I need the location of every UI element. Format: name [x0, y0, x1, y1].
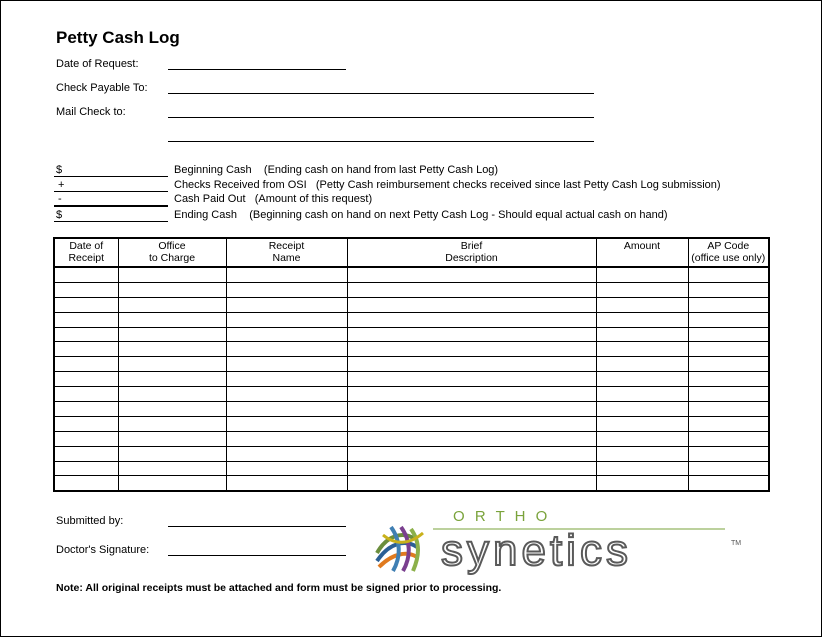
table-cell[interactable]	[688, 446, 769, 461]
table-cell[interactable]	[596, 446, 688, 461]
table-cell[interactable]	[688, 387, 769, 402]
beginning-cash-label: Beginning Cash	[174, 164, 252, 176]
table-cell[interactable]	[347, 372, 596, 387]
ending-cash-row	[174, 209, 668, 221]
table-cell[interactable]	[118, 431, 226, 446]
table-cell[interactable]	[226, 312, 347, 327]
table-header-row	[54, 238, 769, 267]
table-cell[interactable]	[596, 461, 688, 476]
checks-received-note: (Petty Cash reimbursement checks received since last Petty Cash Log submission)	[315, 179, 721, 191]
table-cell[interactable]	[347, 446, 596, 461]
table-cell[interactable]	[54, 431, 118, 446]
table-cell[interactable]	[347, 476, 596, 491]
footer-note: Note: All original receipts must be attached and form must be signed prior to processing.	[56, 582, 502, 594]
table-cell[interactable]	[54, 446, 118, 461]
date-of-request-label: Date of Request:	[56, 58, 139, 70]
column-header-office-to-charge: Office to Charge	[118, 238, 226, 267]
table-cell[interactable]	[54, 297, 118, 312]
check-payable-to-field[interactable]	[168, 93, 594, 94]
table-cell[interactable]	[347, 387, 596, 402]
table-row	[54, 446, 769, 461]
table-cell[interactable]	[54, 282, 118, 297]
mail-check-to-field-line2[interactable]	[168, 141, 594, 142]
table-cell[interactable]	[347, 402, 596, 417]
table-row	[54, 327, 769, 342]
table-cell[interactable]	[54, 402, 118, 417]
table-cell[interactable]	[596, 372, 688, 387]
checks-received-field[interactable]	[54, 191, 168, 192]
doctors-signature-label: Doctor's Signature:	[56, 544, 150, 556]
table-cell[interactable]	[347, 461, 596, 476]
table-cell[interactable]	[54, 416, 118, 431]
table-cell[interactable]	[54, 267, 118, 282]
column-header-ap-code: AP Code (office use only)	[688, 238, 769, 267]
table-cell[interactable]	[118, 387, 226, 402]
submitted-by-label: Submitted by:	[56, 515, 124, 527]
table-cell[interactable]	[688, 297, 769, 312]
table-cell[interactable]	[688, 267, 769, 282]
mail-check-to-field-line1[interactable]	[168, 117, 594, 118]
table-cell[interactable]	[596, 297, 688, 312]
table-cell[interactable]	[596, 387, 688, 402]
table-cell[interactable]	[347, 431, 596, 446]
column-header-date-of-receipt: Date of Receipt	[54, 238, 118, 267]
table-cell[interactable]	[118, 461, 226, 476]
table-cell[interactable]	[118, 476, 226, 491]
table-cell[interactable]	[118, 342, 226, 357]
column-header-amount: Amount	[596, 238, 688, 267]
table-cell[interactable]	[347, 416, 596, 431]
table-cell[interactable]	[596, 267, 688, 282]
table-cell[interactable]	[118, 282, 226, 297]
table-cell[interactable]	[226, 297, 347, 312]
ending-cash-field[interactable]	[54, 221, 168, 222]
table-cell[interactable]	[596, 327, 688, 342]
cash-symbol: -	[58, 193, 62, 205]
table-cell[interactable]	[688, 461, 769, 476]
table-cell[interactable]	[226, 476, 347, 491]
table-row	[54, 357, 769, 372]
table-row	[54, 267, 769, 282]
table-cell[interactable]	[688, 312, 769, 327]
table-cell[interactable]	[226, 327, 347, 342]
table-cell[interactable]	[226, 416, 347, 431]
table-cell[interactable]	[347, 312, 596, 327]
table-cell[interactable]	[347, 282, 596, 297]
table-cell[interactable]	[347, 297, 596, 312]
table-cell[interactable]	[688, 327, 769, 342]
logo-top-word: O R T H O	[453, 508, 551, 525]
table-cell[interactable]	[226, 461, 347, 476]
table-cell[interactable]	[347, 327, 596, 342]
table-cell[interactable]	[118, 446, 226, 461]
petty-cash-log-table	[53, 237, 770, 492]
column-header-brief-description: Brief Description	[347, 238, 596, 267]
table-cell[interactable]	[688, 431, 769, 446]
table-row	[54, 461, 769, 476]
cash-symbol: $	[56, 164, 63, 176]
table-row	[54, 372, 769, 387]
table-cell[interactable]	[226, 357, 347, 372]
table-row	[54, 342, 769, 357]
beginning-cash-note: (Ending cash on hand from last Petty Cash Log)	[263, 164, 499, 176]
column-header-receipt-name: Receipt Name	[226, 238, 347, 267]
table-cell[interactable]	[226, 342, 347, 357]
cash-symbol: +	[58, 179, 65, 191]
table-cell[interactable]	[118, 372, 226, 387]
table-cell[interactable]	[596, 357, 688, 372]
table-cell[interactable]	[596, 416, 688, 431]
cash-paid-out-row	[174, 193, 372, 205]
table-cell[interactable]	[596, 342, 688, 357]
table-cell[interactable]	[118, 297, 226, 312]
table-cell[interactable]	[118, 357, 226, 372]
table-cell[interactable]	[54, 387, 118, 402]
table-cell[interactable]	[118, 416, 226, 431]
ending-cash-label: Ending Cash	[174, 209, 237, 221]
table-cell[interactable]	[347, 267, 596, 282]
table-cell[interactable]	[688, 342, 769, 357]
table-cell[interactable]	[54, 342, 118, 357]
table-cell[interactable]	[54, 312, 118, 327]
table-cell[interactable]	[226, 431, 347, 446]
table-row	[54, 431, 769, 446]
table-cell[interactable]	[596, 312, 688, 327]
table-cell[interactable]	[118, 312, 226, 327]
table-cell[interactable]	[596, 476, 688, 491]
table-row	[54, 312, 769, 327]
table-cell[interactable]	[226, 282, 347, 297]
ending-cash-note: (Beginning cash on hand on next Petty Cash Log - Should equal actual cash on hand)	[249, 209, 668, 221]
table-cell[interactable]	[54, 327, 118, 342]
table-row	[54, 416, 769, 431]
table-row	[54, 387, 769, 402]
logo-main-word: synetics	[441, 526, 632, 575]
table-cell[interactable]	[688, 282, 769, 297]
mail-check-to-label: Mail Check to:	[56, 106, 126, 118]
checks-received-row	[174, 179, 721, 191]
table-cell[interactable]	[688, 402, 769, 417]
table-row	[54, 282, 769, 297]
table-cell[interactable]	[54, 357, 118, 372]
cash-paid-out-label: Cash Paid Out	[174, 193, 246, 205]
doctors-signature-field[interactable]	[168, 555, 346, 556]
check-payable-to-label: Check Payable To:	[56, 82, 148, 94]
cash-symbol: $	[56, 209, 63, 221]
table-cell[interactable]	[118, 402, 226, 417]
table-cell[interactable]	[226, 267, 347, 282]
beginning-cash-row	[174, 164, 498, 176]
table-cell[interactable]	[688, 372, 769, 387]
page-title: Petty Cash Log	[56, 28, 180, 47]
checks-received-label: Checks Received from OSI	[174, 179, 307, 191]
beginning-cash-field[interactable]	[54, 176, 168, 177]
cash-paid-out-field[interactable]	[54, 205, 168, 207]
table-cell[interactable]	[54, 461, 118, 476]
table-row	[54, 476, 769, 491]
date-of-request-field[interactable]	[168, 69, 346, 70]
table-cell[interactable]	[226, 446, 347, 461]
logo-emblem-icon	[377, 527, 423, 571]
table-cell[interactable]	[118, 267, 226, 282]
logo-trademark: TM	[731, 540, 742, 547]
ortho-synetics-logo	[375, 505, 745, 575]
table-cell[interactable]	[226, 387, 347, 402]
table-cell[interactable]	[347, 342, 596, 357]
table-cell[interactable]	[226, 402, 347, 417]
table-row	[54, 297, 769, 312]
submitted-by-field[interactable]	[168, 526, 346, 527]
table-cell[interactable]	[596, 431, 688, 446]
table-cell[interactable]	[596, 402, 688, 417]
table-row	[54, 402, 769, 417]
table-cell[interactable]	[54, 372, 118, 387]
table-cell[interactable]	[54, 476, 118, 491]
table-cell[interactable]	[596, 282, 688, 297]
table-cell[interactable]	[688, 357, 769, 372]
cash-paid-out-note: (Amount of this request)	[254, 193, 373, 205]
table-cell[interactable]	[688, 476, 769, 491]
table-cell[interactable]	[226, 372, 347, 387]
table-cell[interactable]	[688, 416, 769, 431]
table-cell[interactable]	[118, 327, 226, 342]
table-cell[interactable]	[347, 357, 596, 372]
